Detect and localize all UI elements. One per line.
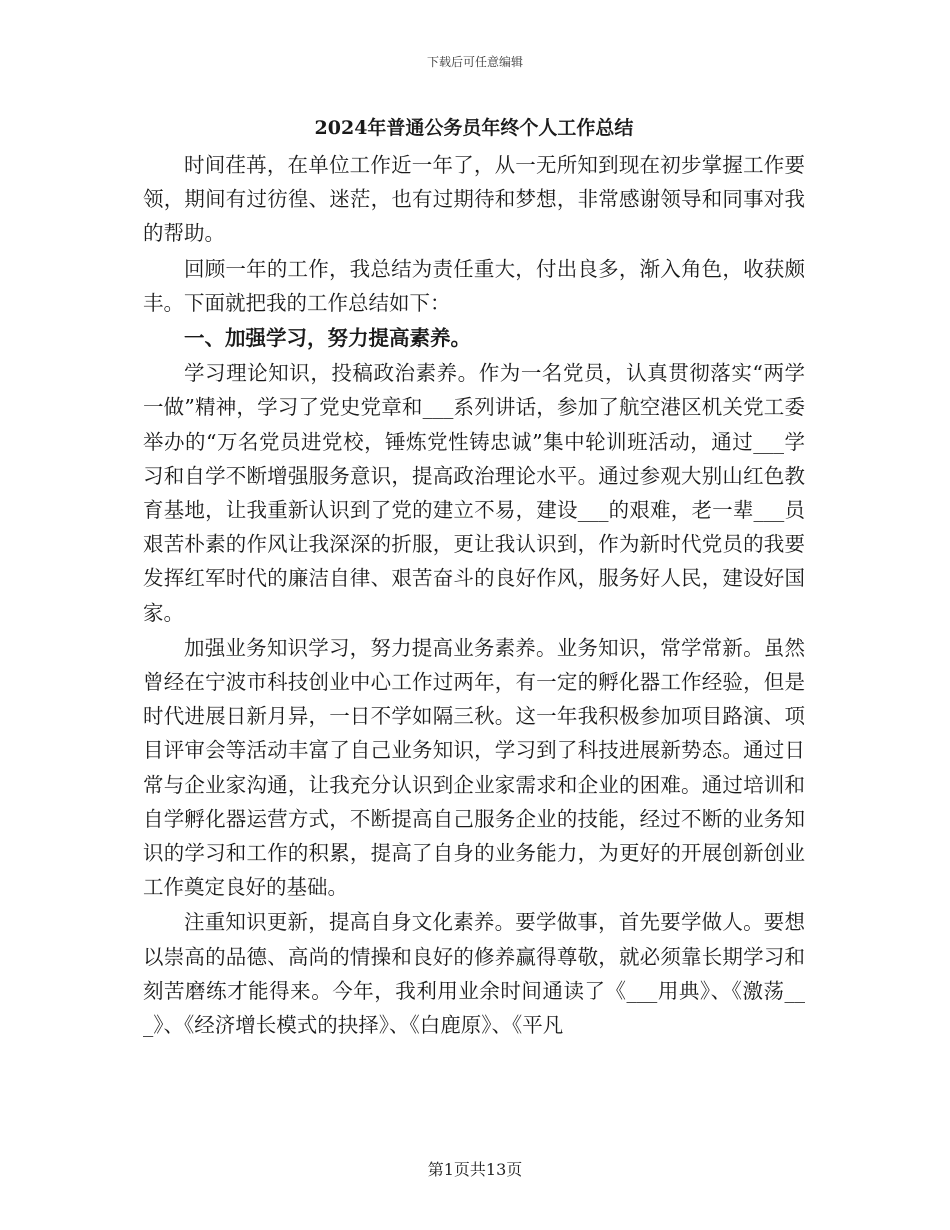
paragraph-review: 回顾一年的工作，我总结为责任重大，付出良多，渐入角色，收获颇丰。下面就把我的工作总结如下： (143, 256, 805, 315)
document-title: 2024年普通公务员年终个人工作总结 (314, 117, 634, 139)
paragraph-theory-study: 学习理论知识，投稿政治素养。作为一名党员，认真贯彻落实“两学一做”精神，学习了党史党章和___系列讲话，参加了航空港区机关党工委举办的“万名党员进党校，锤炼党性铸忠诚”集中轮训班活动，通过___学习和自学不断增强服务意识，提高政治理论水平。通过参观大别山红色教育基地，让我重新认识到了党的建立不易，建设___的艰难，老一辈___员艰苦朴素的作风让我深深的折服，更让我认识到，作为新时代党员的我要发挥红军时代的廉洁自律、艰苦奋斗的良好作风，服务好人民，建设好国家。 (143, 361, 805, 625)
paragraph-business-study: 加强业务知识学习，努力提高业务素养。业务知识，常学常新。虽然曾经在宁波市科技创业中心工作过两年，有一定的孵化器工作经验，但是时代进展日新月异，一日不学如隔三秋。这一年我积极参加项目路演、项目评审会等活动丰富了自己业务知识，学习到了科技进展新势态。通过日常与企业家沟通，让我充分认识到企业家需求和企业的困难。通过培训和自学孵化器运营方式，不断提高自己服务企业的技能，经过不断的业务知识的学习和工作的积累，提高了自身的业务能力，为更好的开展创新创业工作奠定良好的基础。 (143, 635, 805, 900)
section-heading-1: 一、加强学习，努力提高素养。 (184, 326, 471, 351)
page-header-note: 下载后可任意编辑 (426, 55, 523, 69)
paragraph-knowledge-update: 注重知识更新，提高自身文化素养。要学做事，首先要学做人。要想以崇高的品德、高尚的情操和良好的修养赢得尊敬，就必须靠长期学习和刻苦磨练才能得来。今年，我利用业余时间通读了《___用典》、《激荡___》、《经济增长模式的抉择》、《白鹿原》、《平凡 (143, 910, 805, 1038)
paragraph-intro: 时间荏苒，在单位工作近一年了，从一无所知到现在初步掌握工作要领，期间有过彷徨、迷茫，也有过期待和梦想，非常感谢领导和同事对我的帮助。 (143, 153, 805, 246)
document-body (143, 112, 805, 1043)
page-footer: 第1页共13页 (427, 1160, 523, 1179)
